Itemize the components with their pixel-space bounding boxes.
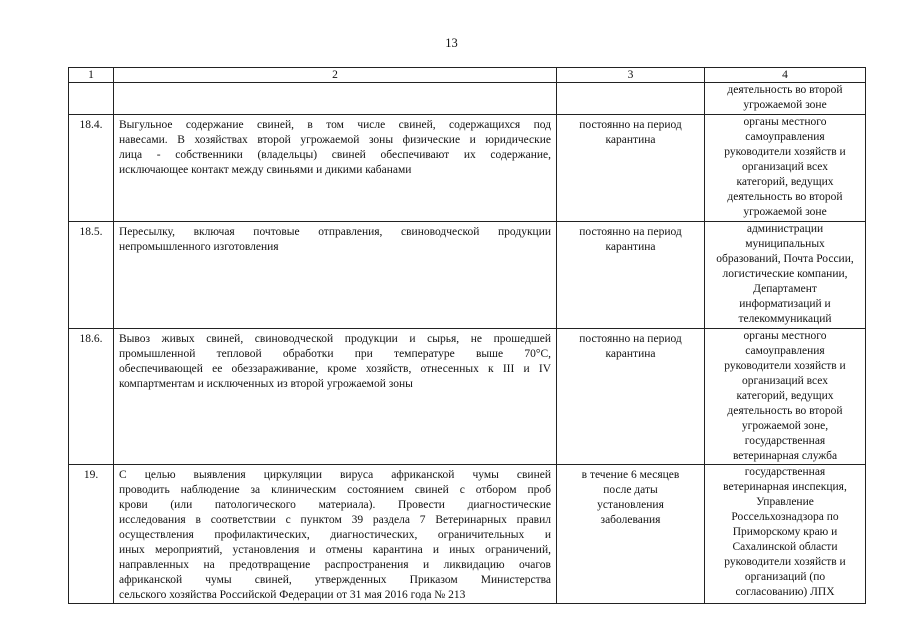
period-cell bbox=[557, 329, 705, 465]
responsible-line: категорий, ведущих bbox=[736, 176, 834, 188]
continuation-text-cell bbox=[114, 83, 557, 115]
period-cell bbox=[557, 222, 705, 329]
responsible-line: Сахалинской области bbox=[732, 541, 838, 553]
period-line: постоянно на период bbox=[579, 333, 682, 345]
period-line: после даты bbox=[603, 484, 658, 496]
measure-text-line: африканской чумы свиней, утвержденных Приказом Министерства bbox=[119, 574, 551, 586]
responsible-line: образований, Почта России, bbox=[716, 253, 854, 265]
period-cell bbox=[557, 115, 705, 222]
responsible-line: самоуправления bbox=[745, 345, 825, 357]
responsible-line: руководители хозяйств и bbox=[724, 556, 846, 568]
continuation-period-cell bbox=[557, 83, 705, 115]
responsible-line: категорий, ведущих bbox=[736, 390, 834, 402]
measure-text-line: сельского хозяйства Российской Федерации от 31 мая 2016 года № 213 bbox=[119, 589, 466, 601]
measure-text-line: осуществления профилактических, диагностических, ограничительных и bbox=[119, 529, 551, 541]
responsible-cell bbox=[705, 329, 866, 465]
responsible-line: Россельхознадзора по bbox=[731, 511, 839, 523]
measure-text-line: исключающее контакт между свиньями и дикими кабанами bbox=[119, 164, 412, 176]
measure-text-line: иных мероприятий, установления и отмены карантина и иных ограничений, bbox=[119, 544, 551, 556]
measure-text-line: С целью выявления циркуляции вируса африканской чумы свиней bbox=[119, 469, 551, 481]
period-line: карантина bbox=[605, 134, 656, 146]
responsible-line: телекоммуникаций bbox=[738, 313, 832, 325]
measure-text-line: крови (или патологического материала). Провести диагностические bbox=[119, 499, 551, 511]
period-line: постоянно на период bbox=[579, 119, 682, 131]
responsible-line: муниципальных bbox=[745, 238, 825, 250]
period-line: заболевания bbox=[600, 514, 661, 526]
measure-text-line: Вывоз живых свиней, свиноводческой продукции и сырья, не прошедшей bbox=[119, 333, 551, 345]
item-number: 18.4. bbox=[69, 115, 114, 222]
responsible-line: Приморскому краю и bbox=[732, 526, 838, 538]
responsible-line: деятельность во второй bbox=[727, 191, 843, 203]
measure-text-line: Пересылку, включая почтовые отправления, свиноводческой продукции bbox=[119, 226, 551, 238]
responsible-line: организаций (по bbox=[744, 571, 826, 583]
responsible-line: организаций всех bbox=[742, 161, 828, 173]
responsible-line: органы местного bbox=[743, 116, 827, 128]
header-cell-4: 4 bbox=[705, 68, 866, 83]
responsible-cell bbox=[705, 222, 866, 329]
responsible-cell bbox=[705, 465, 866, 604]
responsible-line: Управление bbox=[756, 496, 814, 508]
period-line: установления bbox=[597, 499, 664, 511]
item-number: 19. bbox=[69, 465, 114, 604]
table-row bbox=[69, 222, 866, 329]
measure-text-cell bbox=[114, 115, 557, 222]
measure-text-line: лица - собственники (владельцы) свиней обеспечивают их содержание, bbox=[119, 149, 551, 161]
table-row bbox=[69, 115, 866, 222]
header-cell-2: 2 bbox=[114, 68, 557, 83]
continuation-num-cell bbox=[69, 83, 114, 115]
table-row bbox=[69, 465, 866, 604]
item-number: 18.5. bbox=[69, 222, 114, 329]
period-line: в течение 6 месяцев bbox=[581, 469, 680, 481]
continuation-row bbox=[69, 83, 866, 115]
measure-text-line: навесами. В хозяйствах второй угрожаемой зоны физические и юридические bbox=[119, 134, 551, 146]
period-line: карантина bbox=[605, 241, 656, 253]
responsible-line: руководители хозяйств и bbox=[724, 146, 846, 158]
period-line: карантина bbox=[605, 348, 656, 360]
measure-text-line: Выгульное содержание свиней, в том числе свиней, содержащихся под bbox=[119, 119, 551, 131]
header-cell-3: 3 bbox=[557, 68, 705, 83]
period-cell bbox=[557, 465, 705, 604]
table-row bbox=[69, 329, 866, 465]
page-number: 13 bbox=[445, 36, 458, 50]
responsible-line: угрожаемой зоне bbox=[743, 99, 827, 111]
responsible-line: самоуправления bbox=[745, 131, 825, 143]
responsible-line: организаций всех bbox=[742, 375, 828, 387]
responsible-line: органы местного bbox=[743, 330, 827, 342]
responsible-line: логистические компании, bbox=[722, 268, 848, 280]
table-header-row bbox=[69, 68, 866, 83]
measure-text-line: компартментам и исключенных из второй угрожаемой зоны bbox=[119, 378, 413, 390]
measure-text-line: исследования в соответствии с пунктом 39 раздела 7 Ветеринарных правил bbox=[119, 514, 551, 526]
measure-text-line: обеспечивающей ее обеззараживание, кроме хозяйств, отнесенных к III и IV bbox=[119, 363, 551, 375]
responsible-line: государственная bbox=[744, 435, 826, 447]
measure-text-line: непромышленного изготовления bbox=[119, 241, 279, 253]
responsible-line: угрожаемой зоне, bbox=[741, 420, 829, 432]
responsible-line: Департамент bbox=[753, 283, 817, 295]
responsible-line: ветеринарная служба bbox=[732, 450, 838, 462]
measures-table bbox=[68, 67, 866, 604]
period-line: постоянно на период bbox=[579, 226, 682, 238]
responsible-line: ветеринарная инспекция, bbox=[723, 481, 847, 493]
continuation-responsible-cell bbox=[705, 83, 866, 115]
measure-text-cell bbox=[114, 329, 557, 465]
measure-text-line: проводить наблюдение за клиническим состоянием свиней с отбором проб bbox=[119, 484, 551, 496]
measure-text-cell bbox=[114, 222, 557, 329]
responsible-line: согласованию) ЛПХ bbox=[735, 586, 835, 598]
measure-text-line: направленных на предотвращение распространения и ликвидацию очагов bbox=[119, 559, 551, 571]
item-number: 18.6. bbox=[69, 329, 114, 465]
header-cell-1: 1 bbox=[69, 68, 114, 83]
responsible-line: руководители хозяйств и bbox=[724, 360, 846, 372]
responsible-line: угрожаемой зоне bbox=[743, 206, 827, 218]
responsible-line: государственная bbox=[744, 466, 826, 478]
responsible-line: деятельность во второй bbox=[727, 405, 843, 417]
responsible-cell bbox=[705, 115, 866, 222]
responsible-line: деятельность во второй bbox=[727, 84, 843, 96]
responsible-line: информатизаций и bbox=[739, 298, 831, 310]
measure-text-cell bbox=[114, 465, 557, 604]
measure-text-line: промышленной тепловой обработки при температуре выше 70°С, bbox=[119, 348, 551, 360]
responsible-line: администрации bbox=[746, 223, 824, 235]
